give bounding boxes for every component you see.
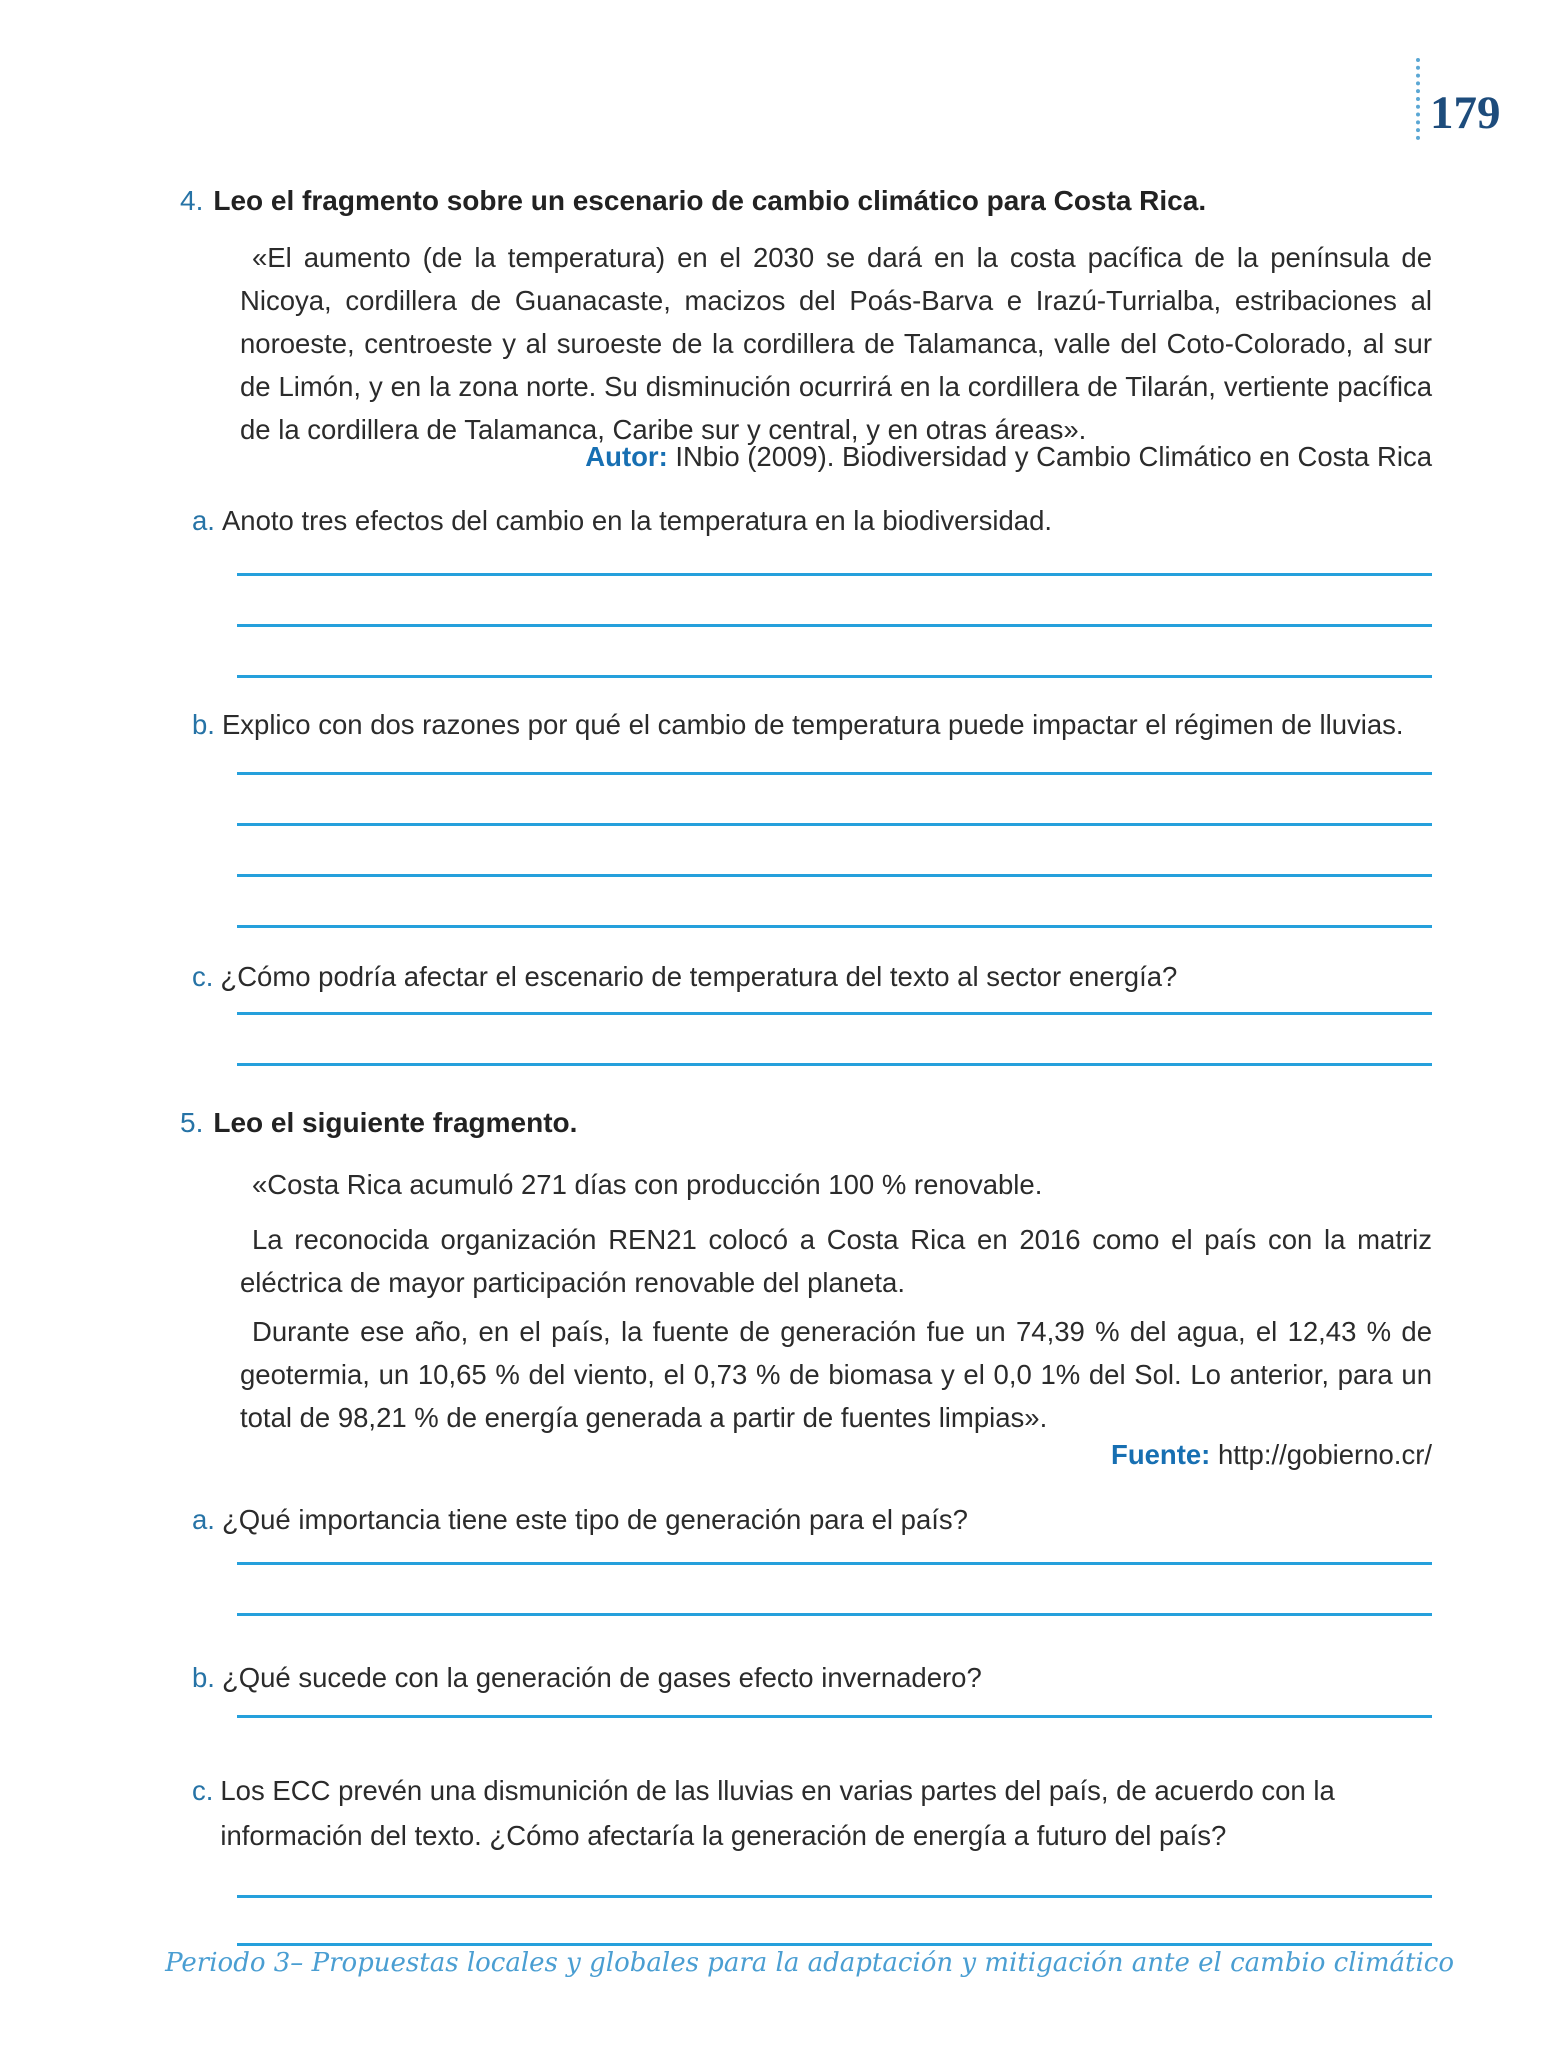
author-text: INbio (2009). Biodiversidad y Cambio Climático en Costa Rica xyxy=(667,441,1432,472)
exercise-4-number: 4. xyxy=(180,185,204,216)
author-label: Autor: xyxy=(585,441,668,472)
answer-lines-5c xyxy=(237,1850,1432,1946)
source-label: Fuente: xyxy=(1111,1439,1211,1470)
exercise-5-part-c xyxy=(192,1768,1432,1858)
part-letter: c. xyxy=(192,1775,214,1806)
answer-lines-4b xyxy=(237,724,1432,928)
answer-line xyxy=(237,627,1432,678)
answer-line xyxy=(237,1898,1432,1946)
part-prompt: ¿Qué importancia tiene este tipo de generación para el país? xyxy=(221,1504,968,1535)
page-number: 179 xyxy=(1430,87,1501,139)
answer-lines-4c xyxy=(237,964,1432,1066)
answer-line xyxy=(237,576,1432,627)
part-letter: a. xyxy=(192,1504,215,1535)
part-prompt: Anoto tres efectos del cambio en la temperatura en la biodiversidad. xyxy=(221,505,1052,536)
exercise-5-title xyxy=(180,1105,1432,1141)
answer-line xyxy=(237,1667,1432,1718)
answer-lines-5a xyxy=(237,1514,1432,1616)
page-number-dotted-rule xyxy=(1416,58,1420,140)
source-text: http://gobierno.cr/ xyxy=(1210,1439,1432,1470)
answer-line xyxy=(237,1850,1432,1898)
part-prompt: Explico con dos razones por qué el cambio de temperatura puede impactar el régimen de lluvias. xyxy=(221,709,1404,740)
part-prompt: Los ECC prevén una dismunición de las lluvias en varias partes del país, de acuerdo con la información del texto. ¿Cómo afectaría la generación de energía a futuro del país? xyxy=(220,1775,1335,1851)
answer-lines-5b xyxy=(237,1667,1432,1718)
exercise-5-number: 5. xyxy=(180,1107,204,1138)
answer-line xyxy=(237,1514,1432,1565)
exercise-4-label: Leo el fragmento sobre un escenario de cambio climático para Costa Rica. xyxy=(213,185,1207,216)
footer-chapter-title: Periodo 3– Propuestas locales y globales para la adaptación y mitigación ante el cambio climático xyxy=(165,1948,1454,1978)
exercise-5-quote-p2: La reconocida organización REN21 colocó a Costa Rica en 2016 como el país con la matriz eléctrica de mayor participación renovable del planeta. xyxy=(240,1224,1432,1298)
exercise-4-quote: «El aumento (de la temperatura) en el 2030 se dará en la costa pacífica de la península de Nicoya, cordillera de Guanacaste, macizos del Poás-Barva e Irazú-Turrialba, estribaciones al noroeste, centroeste y al suroeste de la cordillera de Talamanca, valle del Coto-Colorado, al sur de Limón, y en la zona norte. Su disminución ocurrirá en la cordillera de Tilarán, vertiente pacífica de la cordillera de Talamanca, Caribe sur y central, y en otras áreas». xyxy=(240,242,1432,445)
answer-lines-4a xyxy=(237,525,1432,678)
answer-line xyxy=(237,964,1432,1015)
exercise-5-quote-p3: Durante ese año, en el país, la fuente de generación fue un 74,39 % del agua, el 12,43 % de geotermia, un 10,65 % del viento, el 0,73 % de biomasa y el 0,0 1% del Sol. Lo anterior, para un total de 98,21 % de energía generada a partir de fuentes limpias». xyxy=(240,1316,1432,1433)
part-letter: b. xyxy=(192,709,215,740)
answer-line xyxy=(237,826,1432,877)
part-prompt: ¿Cómo podría afectar el escenario de temperatura del texto al sector energía? xyxy=(220,961,1178,992)
answer-line xyxy=(237,724,1432,775)
part-letter: c. xyxy=(192,961,214,992)
exercise-4-attribution xyxy=(180,439,1432,475)
answer-line xyxy=(237,1015,1432,1066)
part-prompt: ¿Qué sucede con la generación de gases efecto invernadero? xyxy=(221,1662,982,1693)
exercise-4-title xyxy=(180,183,1432,219)
exercise-5-attribution xyxy=(180,1437,1432,1473)
answer-line xyxy=(237,525,1432,576)
answer-line xyxy=(237,775,1432,826)
part-letter: a. xyxy=(192,505,215,536)
exercise-5-label: Leo el siguiente fragmento. xyxy=(213,1107,578,1138)
answer-line xyxy=(237,877,1432,928)
exercise-5-quote-p1: «Costa Rica acumuló 271 días con producción 100 % renovable. xyxy=(252,1169,1043,1200)
part-letter: b. xyxy=(192,1662,215,1693)
answer-line xyxy=(237,1565,1432,1616)
